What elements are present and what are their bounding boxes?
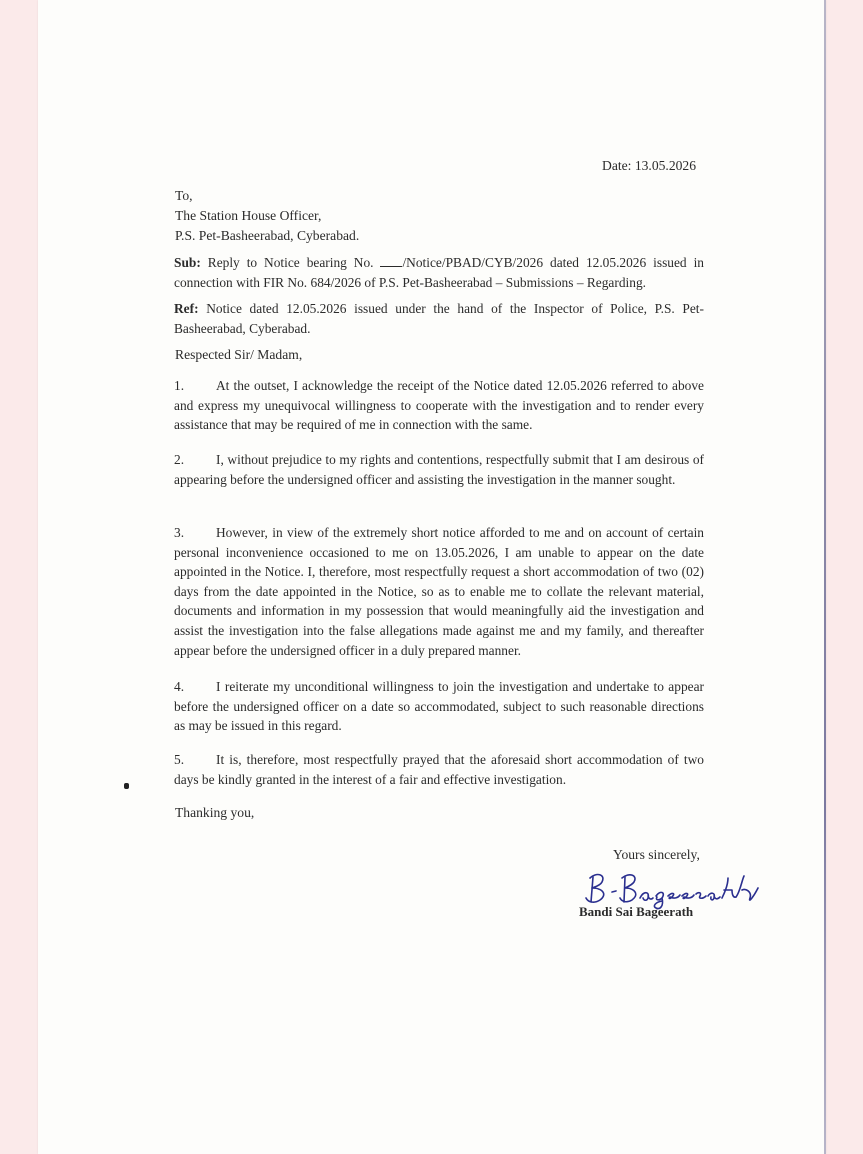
paragraph-text: It is, therefore, most respectfully prayed that the aforesaid short accommodation of two days be kindly granted in the interest of a fair and effective investigation. — [174, 752, 704, 787]
paragraph-3 — [174, 523, 704, 660]
salutation: Respected Sir/ Madam, — [175, 347, 303, 362]
reference-text: Notice dated 12.05.2026 issued under the hand of the Inspector of Police, P.S. Pet-Basheerabad, Cyberabad. — [174, 301, 704, 336]
notice-number-blank — [380, 254, 402, 267]
reference-label: Ref: — [174, 301, 199, 316]
paragraph-number: 1. — [174, 378, 185, 393]
paragraph-number: 3. — [174, 525, 185, 540]
paragraph-text: However, in view of the extremely short notice afforded to me and on account of certain personal inconvenience occasioned to me on 13.05.2026, I am unable to appear on the date appointed in the Notice. I, therefore, most respectfully request a short accommodation of two (02) days from the date appointed in the Notice, so as to enable me to collate the relevant material, documents and information in my possession that would meaningfully aid the investigation and assist the investigation into the false allegations made against me and my family, and thereafter appear before the undersigned officer in a duly prepared manner. — [174, 525, 704, 658]
thanks-line: Thanking you, — [175, 805, 255, 820]
paragraph-text: At the outset, I acknowledge the receipt of the Notice dated 12.05.2026 referred to above and express my unequivocal willingness to cooperate with the investigation and to render every assistance that may be required of me in connection with the same. — [174, 378, 704, 433]
addressee-line: To, — [175, 188, 193, 203]
addressee-block — [175, 186, 359, 246]
subject-label: Sub: — [174, 255, 201, 270]
signer-name: Bandi Sai Bageerath — [579, 904, 694, 919]
paragraph-number: 4. — [174, 679, 185, 694]
paragraph-number: 2. — [174, 452, 185, 467]
addressee-line: The Station House Officer, — [175, 208, 322, 223]
closing-line: Yours sincerely, — [613, 847, 700, 862]
paragraph-4 — [174, 677, 704, 736]
letter-date: Date: 13.05.2026 — [602, 158, 697, 173]
subject-line — [174, 253, 704, 292]
paragraph-2 — [174, 450, 704, 489]
reference-line — [174, 299, 704, 338]
addressee-line: P.S. Pet-Basheerabad, Cyberabad. — [175, 228, 360, 243]
paragraph-text: I reiterate my unconditional willingness to join the investigation and undertake to appear before the undersigned officer on a date so accommodated, subject to such reasonable directions as may be issued in this regard. — [174, 679, 704, 734]
paragraph-1 — [174, 376, 704, 435]
paragraph-text: I, without prejudice to my rights and contentions, respectfully submit that I am desirous of appearing before the undersigned officer and assisting the investigation in the manner sought. — [174, 452, 704, 487]
subject-text-start: Reply to Notice bearing No. — [207, 255, 374, 270]
paragraph-number: 5. — [174, 752, 185, 767]
stray-ink-dot — [124, 783, 129, 789]
subject-text-end: /Notice/PBAD/CYB/2026 dated 12.05.2026 issued in connection with FIR No. 684/2026 of P.S. Pet-Basheerabad – Submissions – Regarding. — [174, 255, 704, 290]
paper-edge-line — [824, 0, 826, 1154]
paragraph-5 — [174, 750, 704, 789]
